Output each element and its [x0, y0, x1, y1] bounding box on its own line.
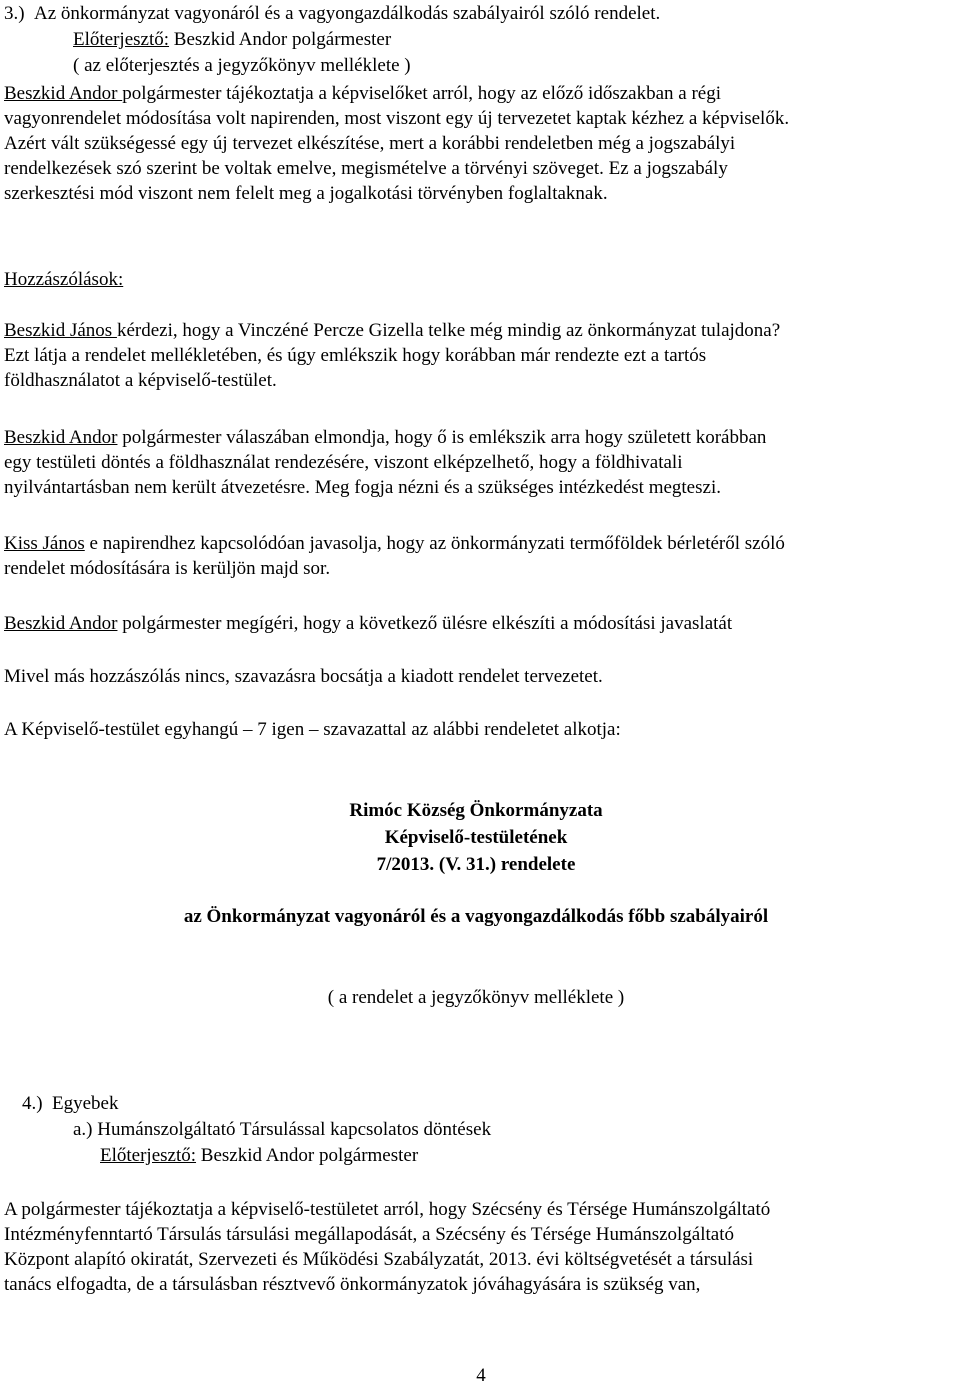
decree-title: [0, 797, 952, 878]
section-4-subheading: a.) Humánszolgáltató Társulással kapcsolatos döntések: [73, 1119, 492, 1140]
paragraph-line: polgármester tájékoztatja a képviselőket arról, hogy az előző időszakban a régi: [122, 83, 721, 104]
speaker-name: Kiss János: [4, 533, 85, 554]
presenter-label: Előterjesztő:: [100, 1145, 197, 1166]
section-3-heading: [4, 1, 660, 26]
decree-title-line: Rimóc Község Önkormányzata: [349, 800, 603, 821]
section-3-number: 3.): [4, 3, 25, 24]
paragraph-promise: [4, 611, 954, 636]
paragraph-association: [4, 1197, 954, 1297]
paragraph-line: polgármester megígéri, hogy a következő ülésre elkészíti a módosítási javaslatát: [117, 613, 733, 634]
decree-annex-note: ( a rendelet a jegyzőkönyv melléklete ): [327, 987, 625, 1008]
section-4-heading: [22, 1091, 118, 1116]
paragraph-line: kérdezi, hogy a Vinczéné Percze Gizella telke még mindig az önkormányzat tulajdona?: [116, 320, 781, 341]
paragraph-line: rendelet módosítására is kerüljön majd sor.: [4, 558, 331, 579]
presenter-name: Beszkid Andor polgármester: [196, 1145, 419, 1166]
section-3-attachment-note: ( az előterjesztés a jegyzőkönyv melléklete ): [73, 55, 411, 76]
paragraph-line: földhasználatot a képviselő-testület.: [4, 370, 277, 391]
paragraph-mayor-answer: [4, 425, 954, 500]
paragraph-line: vagyonrendelet módosítása volt napirenden, most viszont egy új tervezetet kaptak kézhez a képviselők.: [4, 108, 790, 129]
decree-title-line: Képviselő-testületének: [384, 827, 568, 848]
paragraph-mayor-briefing: [4, 81, 954, 206]
section-3-title: Az önkormányzat vagyonáról és a vagyongazdálkodás szabályairól szóló rendelet.: [34, 3, 661, 24]
paragraph-line: A polgármester tájékoztatja a képviselő-testületet arról, hogy Szécsény és Térsége Humánszolgáltató: [4, 1199, 771, 1220]
section-3-presenter: [73, 27, 391, 52]
paragraph-line: Központ alapító okiratát, Szervezeti és Működési Szabályzatát, 2013. évi költségvetését a társulási: [4, 1249, 754, 1270]
paragraph-line: szerkesztési mód viszont nem felelt meg a jogalkotási törvényben foglaltaknak.: [4, 183, 608, 204]
paragraph-line: polgármester válaszában elmondja, hogy ő is emlékszik arra hogy született korábban: [117, 427, 767, 448]
paragraph-line: Intézményfenntartó Társulás társulási megállapodását, a Szécsény és Térsége Humánszolgáltató: [4, 1224, 735, 1245]
paragraph-line: egy testületi döntés a földhasználat rendezésére, viszont elképzelhető, hogy a földhivatali: [4, 452, 683, 473]
speaker-name: Beszkid Andor: [4, 427, 118, 448]
speaker-name: Beszkid Andor: [4, 83, 123, 104]
paragraph-line: rendelkezések szó szerint be voltak emelve, megismételve a törvényi szöveget. Ez a jogszabály: [4, 158, 728, 179]
paragraph-line: nyilvántartásban nem került átvezetésre. Meg fogja nézni és a szükséges intézkedést megteszi.: [4, 477, 721, 498]
paragraph-question: [4, 318, 954, 393]
paragraph-line: e napirendhez kapcsolódóan javasolja, hogy az önkormányzati termőföldek bérletéről szóló: [84, 533, 785, 554]
paragraph-line: Ezt látja a rendelet mellékletében, és úgy emlékszik hogy korábban már rendezte ezt a tartós: [4, 345, 707, 366]
decree-title-line: 7/2013. (V. 31.) rendelete: [376, 854, 576, 875]
page-number: 4: [476, 1365, 486, 1386]
paragraph-proposal: [4, 531, 954, 581]
presenter-name: Beszkid Andor polgármester: [169, 29, 392, 50]
presenter-label: Előterjesztő:: [73, 29, 170, 50]
section-4-number: 4.): [22, 1093, 43, 1114]
section-4-title: Egyebek: [52, 1093, 119, 1114]
paragraph-vote-call: Mivel más hozzászólás nincs, szavazásra bocsátja a kiadott rendelet tervezetet.: [4, 666, 603, 687]
paragraph-vote-result: A Képviselő-testület egyhangú – 7 igen – szavazattal az alábbi rendeletet alkotja:: [4, 719, 621, 740]
speaker-name: Beszkid János: [4, 320, 117, 341]
speaker-name: Beszkid Andor: [4, 613, 118, 634]
paragraph-line: tanács elfogadta, de a társulásban résztvevő önkormányzatok jóváhagyására is szükség van,: [4, 1274, 701, 1295]
decree-subject: az Önkormányzat vagyonáról és a vagyongazdálkodás főbb szabályairól: [183, 906, 769, 927]
comments-heading: Hozzászólások:: [4, 269, 124, 290]
paragraph-line: Azért vált szükségessé egy új tervezet elkészítése, mert a korábbi rendeletben még a jogszabályi: [4, 133, 736, 154]
section-4-presenter: [100, 1143, 418, 1168]
